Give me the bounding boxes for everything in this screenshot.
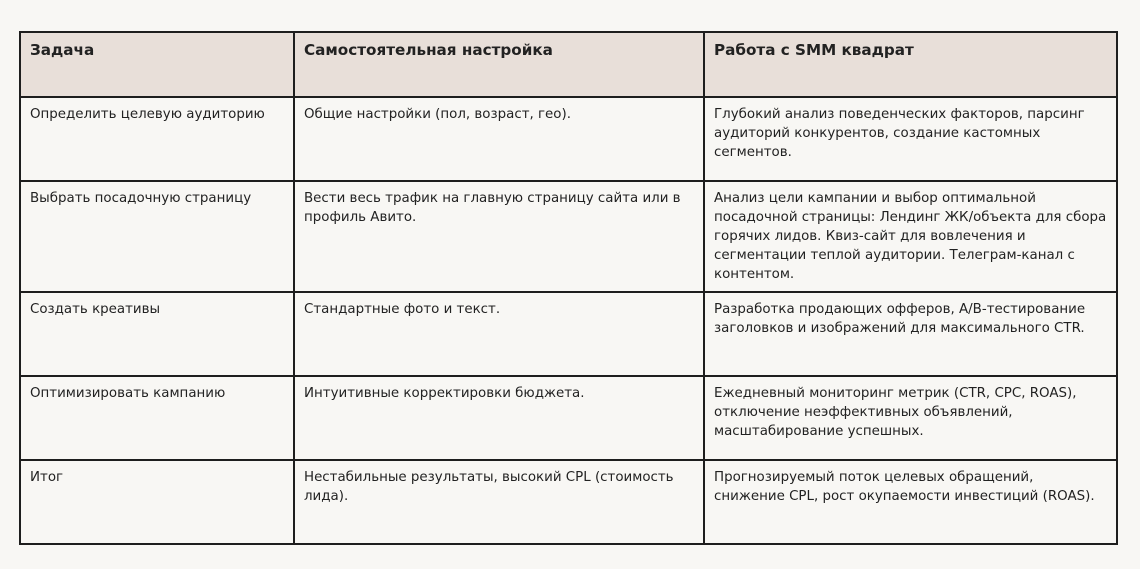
cell-smm: Глубокий анализ поведенческих факторов, парсинг аудиторий конкурентов, создание кастомных сегментов. — [704, 97, 1117, 181]
cell-self: Общие настройки (пол, возраст, гео). — [294, 97, 704, 181]
header-task: Задача — [20, 32, 294, 97]
table-row — [20, 181, 1117, 292]
cell-self: Стандартные фото и текст. — [294, 292, 704, 376]
header-self-setup: Самостоятельная настройка — [294, 32, 704, 97]
cell-task: Создать креативы — [20, 292, 294, 376]
table-body — [20, 97, 1117, 544]
cell-smm: Анализ цели кампании и выбор оптимальной посадочной страницы: Лендинг ЖК/объекта для сбора горячих лидов. Квиз-сайт для вовлечения и сегментации теплой аудитории. Телеграм-канал с контентом. — [704, 181, 1117, 292]
table-row — [20, 292, 1117, 376]
cell-task: Выбрать посадочную страницу — [20, 181, 294, 292]
table-row — [20, 460, 1117, 544]
table-row — [20, 376, 1117, 460]
cell-smm: Ежедневный мониторинг метрик (CTR, CPC, ROAS), отключение неэффективных объявлений, масштабирование успешных. — [704, 376, 1117, 460]
cell-task: Итог — [20, 460, 294, 544]
cell-self: Интуитивные корректировки бюджета. — [294, 376, 704, 460]
cell-self: Нестабильные результаты, высокий CPL (стоимость лида). — [294, 460, 704, 544]
cell-self: Вести весь трафик на главную страницу сайта или в профиль Авито. — [294, 181, 704, 292]
cell-smm: Прогнозируемый поток целевых обращений, снижение CPL, рост окупаемости инвестиций (ROAS). — [704, 460, 1117, 544]
table-row — [20, 97, 1117, 181]
cell-task: Оптимизировать кампанию — [20, 376, 294, 460]
header-row — [20, 32, 1117, 97]
cell-task: Определить целевую аудиторию — [20, 97, 294, 181]
table-header — [20, 32, 1117, 97]
header-smm-kvadrat: Работа с SMM квадрат — [704, 32, 1117, 97]
comparison-table — [19, 31, 1118, 545]
cell-smm: Разработка продающих офферов, A/B-тестирование заголовков и изображений для максимального CTR. — [704, 292, 1117, 376]
